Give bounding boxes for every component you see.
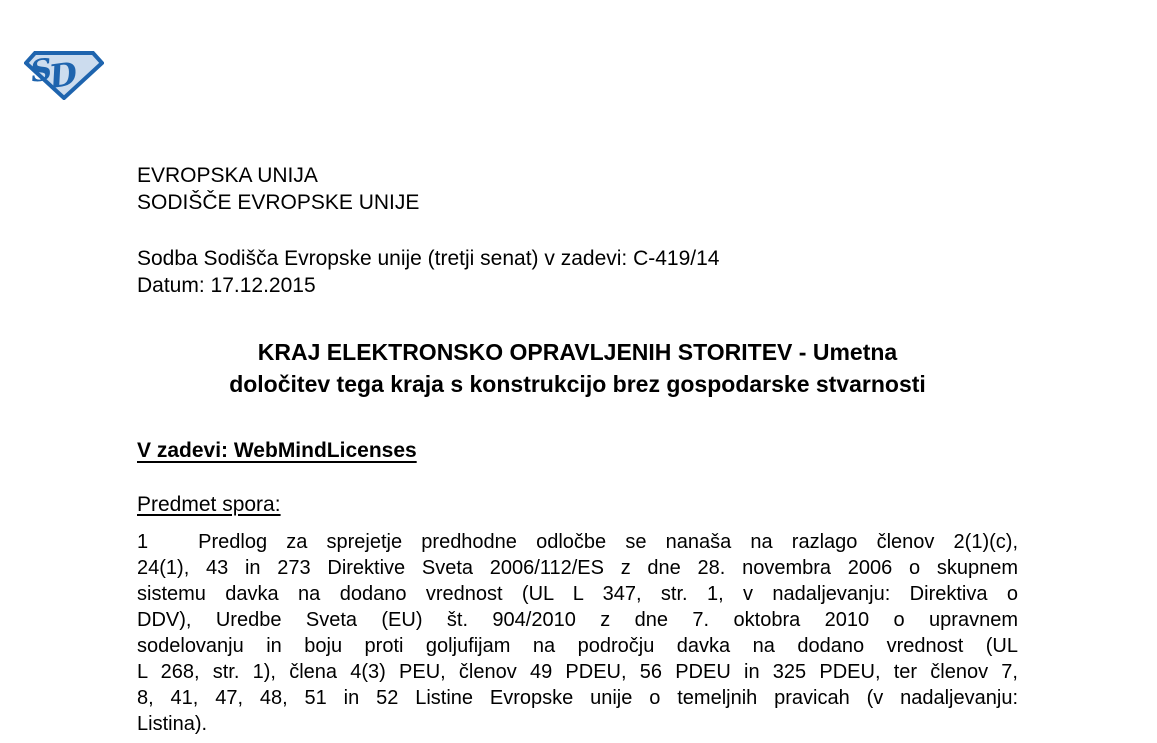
date-line: Datum: 17.12.2015 — [137, 274, 316, 297]
paragraph-line: sistemu davka na dodano vrednost (UL L 347, str. 1, v nadaljevanju: Direktiva o — [137, 583, 1018, 605]
org-name: EVROPSKA UNIJA — [137, 164, 318, 187]
court-logo — [24, 50, 104, 100]
body-paragraph — [137, 529, 1018, 737]
paragraph-number: 1 — [137, 531, 149, 553]
institution-header — [137, 162, 419, 216]
document-title-line2: določitev tega kraja s konstrukcijo brez gospodarske stvarnosti — [229, 371, 926, 397]
document-title — [137, 336, 1018, 400]
paragraph-line: 24(1), 43 in 273 Direktive Sveta 2006/112/ES z dne 28. novembra 2006 o skupnem — [137, 557, 1018, 579]
section-heading: Predmet spora: — [137, 493, 281, 516]
paragraph-line: Listina). — [137, 713, 208, 735]
paragraph-line: sodelovanju in boju proti goljufijam na področju davka na dodano vrednost (UL — [137, 635, 1018, 657]
court-name: SODIŠČE EVROPSKE UNIJE — [137, 191, 420, 214]
case-reference-block — [137, 245, 719, 299]
svg-text:S: S — [28, 52, 55, 90]
paragraph-text: Predlog za sprejetje predhodne odločbe se nanaša na razlago členov 2(1)(c), — [198, 531, 1018, 553]
sd-shield-icon — [24, 50, 104, 100]
judgment-line: Sodba Sodišča Evropske unije (tretji senat) v zadevi: C-419/14 — [137, 247, 720, 270]
paragraph-line: L 268, str. 1), člena 4(3) PEU, členov 49 PDEU, 56 PDEU in 325 PDEU, ter členov 7, — [137, 661, 1018, 683]
paragraph-line — [137, 529, 1018, 555]
svg-text:D: D — [46, 54, 80, 96]
paragraph-line: DDV), Uredbe Sveta (EU) št. 904/2010 z dne 7. oktobra 2010 o upravnem — [137, 609, 1018, 631]
paragraph-line: 8, 41, 47, 48, 51 in 52 Listine Evropske unije o temeljnih pravicah (v nadaljevanju: — [137, 687, 1018, 709]
case-subject: V zadevi: WebMindLicenses — [137, 439, 417, 462]
document-title-line1: KRAJ ELEKTRONSKO OPRAVLJENIH STORITEV - Umetna — [257, 339, 898, 365]
